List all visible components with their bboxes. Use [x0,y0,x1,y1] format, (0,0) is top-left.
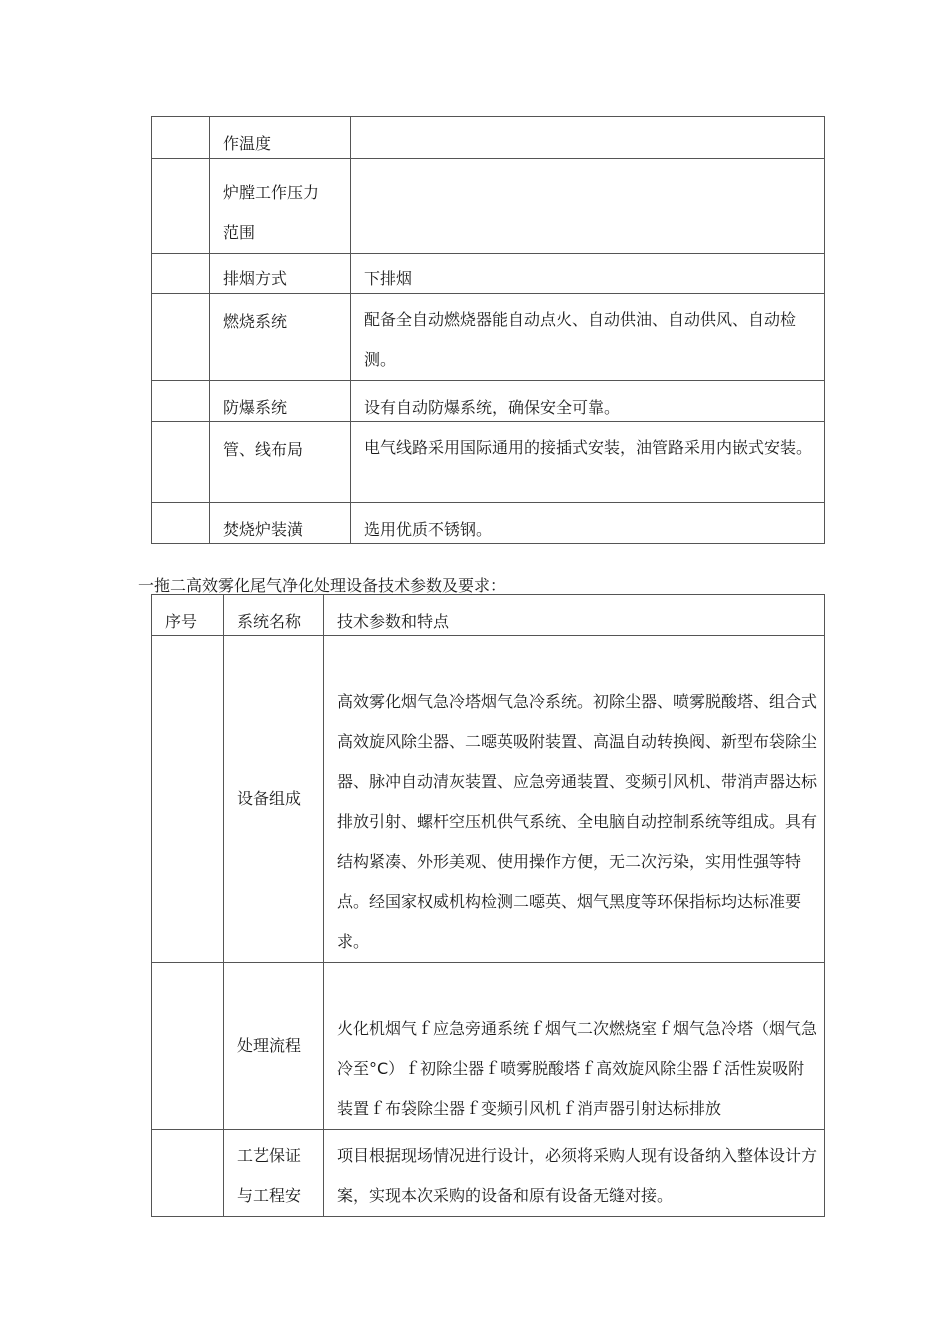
param-name: 管、线布局 [210,422,351,503]
index-cell [152,963,224,1130]
table-row [152,636,825,963]
index-cell [152,1130,224,1217]
index-cell [152,381,210,422]
param-value [351,117,825,159]
param-name: 作温度 [210,117,351,159]
spec-text: 高效雾化烟气急冷塔烟气急冷系统。初除尘器、喷雾脱酸塔、组合式高效旋风除尘器、二噁英吸附装置、高温自动转换阀、新型布袋除尘器、脉冲自动清灰装置、应急旁通装置、变频引风机、带消声器达标排放引射、螺杆空压机供气系统、全电脑自动控制系统等组成。具有结构紧凑、外形美观、使用操作方便，无二次污染，实用性强等特点。经国家权威机构检测二噁英、烟气黑度等环保指标均达标准要求。 [324,636,825,963]
index-cell [152,294,210,381]
header-system-name: 系统名称 [224,595,324,636]
param-value: 选用优质不锈钢。 [351,503,825,544]
spec-text: 项目根据现场情况进行设计，必须将采购人现有设备纳入整体设计方案，实现本次采购的设备和原有设备无缝对接。 [324,1130,825,1217]
header-no: 序号 [152,595,224,636]
param-value: 设有自动防爆系统，确保安全可靠。 [351,381,825,422]
param-value: 配备全自动燃烧器能自动点火、自动供油、自动供风、自动检测。 [351,294,825,381]
table-header-row [152,595,825,636]
table-row [152,503,825,544]
table-row [152,963,825,1130]
param-name: 防爆系统 [210,381,351,422]
spec-text: 火化机烟气ｆ应急旁通系统ｆ烟气二次燃烧室ｆ烟气急冷塔（烟气急冷至°C）ｆ初除尘器ｆ喷雾脱酸塔ｆ高效旋风除尘器ｆ活性炭吸附装置ｆ布袋除尘器ｆ变频引风机ｆ消声器引射达标排放 [324,963,825,1130]
index-cell [152,636,224,963]
table-row [152,159,825,254]
index-cell [152,254,210,294]
param-name: 焚烧炉装潢 [210,503,351,544]
param-value [351,159,825,254]
system-name: 工艺保证与工程安 [224,1130,324,1217]
system-name: 设备组成 [224,636,324,963]
index-cell [152,503,210,544]
index-cell [152,117,210,159]
system-name: 处理流程 [224,963,324,1130]
table-row [152,294,825,381]
table-row [152,117,825,159]
table-row [152,422,825,503]
table-row [152,254,825,294]
param-name: 炉膛工作压力范围 [210,159,351,254]
header-spec: 技术参数和特点 [324,595,825,636]
section-caption: 一拖二高效雾化尾气净化处理设备技术参数及要求： [138,576,507,595]
param-name: 排烟方式 [210,254,351,294]
param-value: 电气线路采用国际通用的接插式安装，油管路采用内嵌式安装。 [351,422,825,503]
param-name: 燃烧系统 [210,294,351,381]
spec-table-purification [151,594,825,1217]
index-cell [152,422,210,503]
table-row [152,1130,825,1217]
spec-table-furnace [151,116,825,544]
table-row [152,381,825,422]
index-cell [152,159,210,254]
param-value: 下排烟 [351,254,825,294]
